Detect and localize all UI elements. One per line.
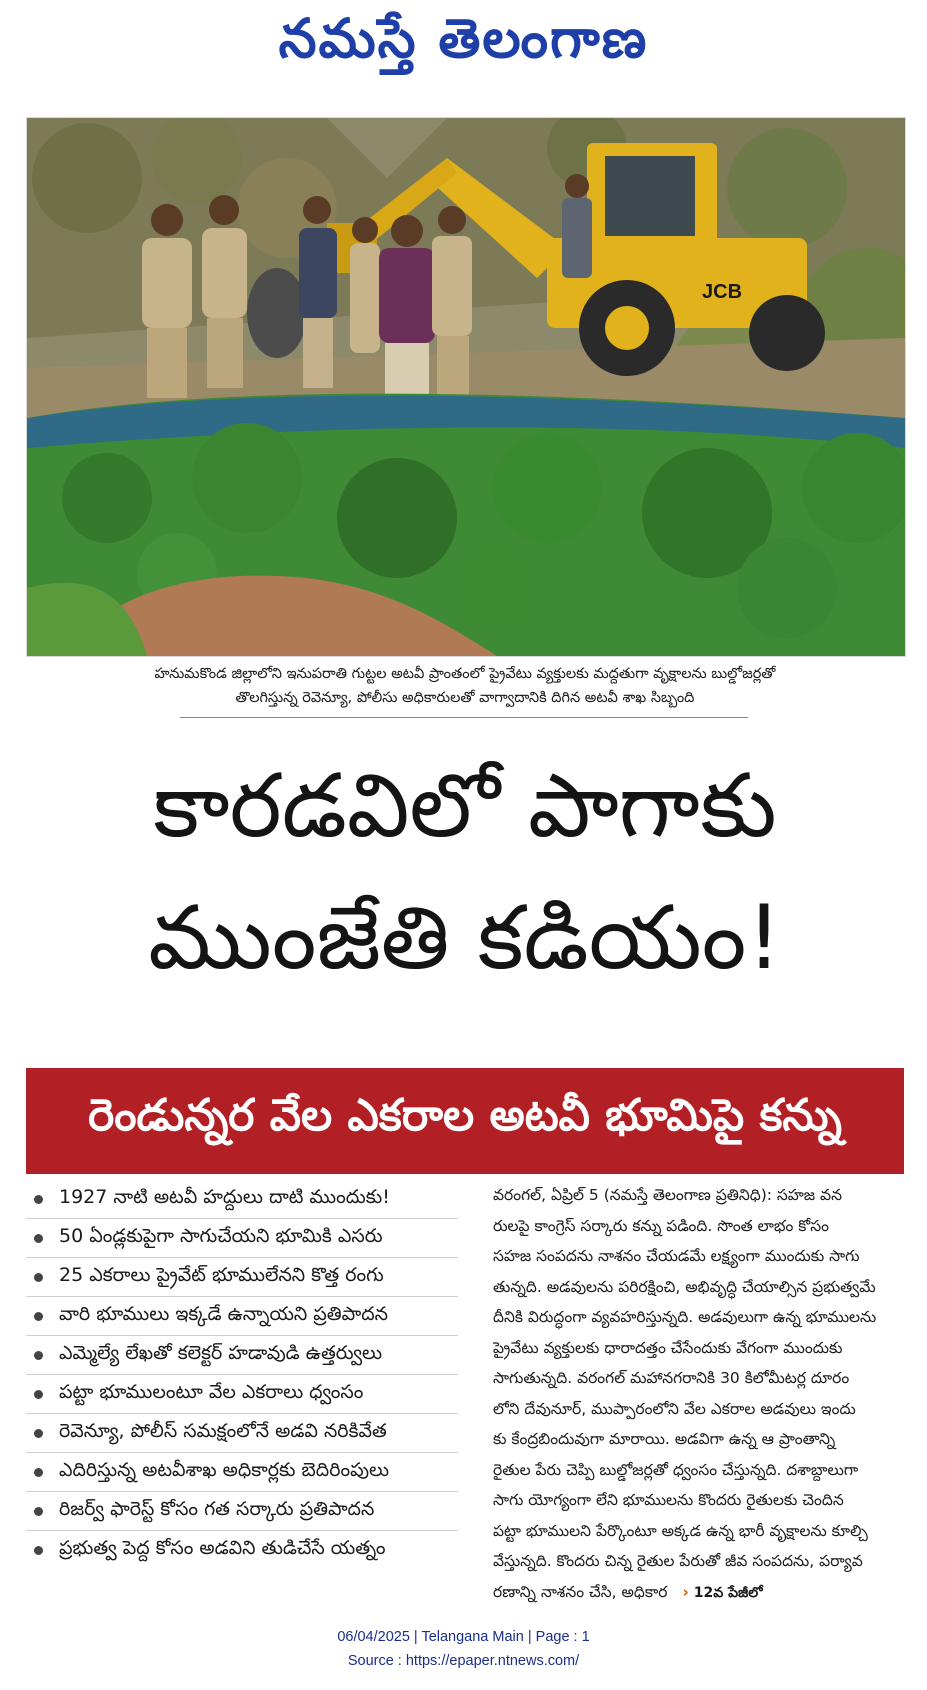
article-line: సాగుతున్నది. వరంగల్ మహానగరానికి 30 కిలోమీటర్ల దూరం	[493, 1369, 850, 1387]
highlights-list	[26, 1180, 458, 1569]
bullet-icon	[34, 1429, 43, 1438]
main-headline	[26, 740, 904, 1004]
newspaper-masthead: నమస్తే తెలంగాణ	[278, 6, 649, 70]
list-item: 25 ఎకరాలు ప్రైవేట్ భూములేనని కొత్త రంగు	[26, 1258, 458, 1297]
list-item: ఎమ్మెల్యే లేఖతో కలెక్టర్ హడావుడి ఉత్తర్వులు	[26, 1336, 458, 1375]
photo-caption	[26, 662, 904, 710]
bullet-icon	[34, 1234, 43, 1243]
article-line: తున్నది. అడవులను పరిరక్షించి, అభివృద్ధి చేయాల్సిన ప్రభుత్వమే	[493, 1277, 876, 1296]
footer-date-edition: 06/04/2025 | Telangana Main | Page : 1	[337, 1629, 590, 1645]
article-body	[493, 1180, 904, 1608]
news-photo-image	[27, 118, 905, 656]
page-footer	[0, 1625, 927, 1673]
headline-line: కారడవిలో పాగాకు	[153, 754, 777, 857]
news-photo	[26, 117, 906, 657]
article-last-line: రణాన్ని నాశనం చేసి, అధికార	[493, 1582, 668, 1601]
bullet-icon	[34, 1546, 43, 1555]
bullet-icon	[34, 1507, 43, 1516]
caption-line: హనుమకొండ జిల్లాలోని ఇనుపరాతి గుట్టల అటవీ ప్రాంతంలో ప్రైవేటు వ్యక్తులకు మద్దతుగా వృక్షాలను బుల్డోజర్లతో	[154, 666, 776, 682]
list-item: పట్టా భూములంటూ వేల ఎకరాలు ధ్వంసం	[26, 1375, 458, 1414]
article-line: దీనికి విరుద్ధంగా వ్యవహరిస్తున్నది. అడవులుగా ఉన్న భూములను	[493, 1308, 877, 1326]
article-line: లోని దేవునూర్, ముప్పారంలోని వేల ఎకరాల అడవులు ఇందు	[493, 1399, 856, 1418]
article-line	[493, 1577, 904, 1609]
article-line: వేస్తున్నది. కొందరు చిన్న రైతుల పేరుతో జీవ సంపదను, పర్యావ	[493, 1552, 863, 1570]
continue-arrow-icon: ›	[682, 1582, 689, 1601]
bullet-icon	[34, 1390, 43, 1399]
subheadline-banner: రెండున్నర వేల ఎకరాల అటవీ భూమిపై కన్ను	[26, 1068, 904, 1174]
caption-divider	[180, 717, 748, 718]
list-item: వారి భూములు ఇక్కడే ఉన్నాయని ప్రతిపాదన	[26, 1297, 458, 1336]
list-item: ప్రభుత్వ పెద్ద కోసం అడవిని తుడిచేసే యత్నం	[26, 1531, 458, 1569]
article-line: సాగు యోగ్యంగా లేని భూములను కొందరు రైతులకు చెందిన	[493, 1491, 844, 1509]
article-line: సహజ సంపదను నాశనం చేయడమే లక్ష్యంగా ముందుకు సాగు	[493, 1247, 860, 1265]
machine-brand-label: JCB	[702, 281, 743, 303]
article-line: కు కేంద్రబిందువుగా మారాయి. అడవిగా ఉన్న ఆ ప్రాంతాన్ని	[493, 1430, 836, 1448]
bullet-icon	[34, 1351, 43, 1360]
continued-on-page-link[interactable]: 12వ పేజీలో	[693, 1584, 763, 1601]
bullet-icon	[34, 1468, 43, 1477]
list-item: ఎదిరిస్తున్న అటవీశాఖ అధికార్లకు బెదిరింపులు	[26, 1453, 458, 1492]
bullet-icon	[34, 1195, 43, 1204]
caption-line: తొలగిస్తున్న రెవెన్యూ, పోలీసు అధికారులతో వాగ్వాదానికి దిగిన అటవీ శాఖ సిబ్బంది	[235, 690, 695, 706]
bullet-icon	[34, 1312, 43, 1321]
bullet-icon	[34, 1273, 43, 1282]
article-line: రైతుల పేరు చెప్పి బుల్డోజర్లతో ధ్వంసం చేస్తున్నది. దశాబ్దాలుగా	[493, 1460, 859, 1479]
headline-line: ముంజేతి కడియం!	[148, 886, 782, 989]
list-item: రిజర్వ్ ఫారెస్ట్ కోసం గత సర్కారు ప్రతిపాదన	[26, 1492, 458, 1531]
footer-source-link[interactable]: Source : https://epaper.ntnews.com/	[347, 1653, 580, 1669]
article-line: రులపై కాంగ్రెస్ సర్కారు కన్ను పడింది. సొంత లాభం కోసం	[493, 1216, 830, 1235]
article-line: వరంగల్, ఏప్రిల్ 5 (నమస్తే తెలంగాణ ప్రతినిధి): సహజ వన	[493, 1186, 842, 1204]
list-item: 1927 నాటి అటవీ హద్దులు దాటి ముందుకు!	[26, 1180, 458, 1219]
list-item: 50 ఏండ్లకుపైగా సాగుచేయని భూమికి ఎసరు	[26, 1219, 458, 1258]
article-line: ప్రైవేటు వ్యక్తులకు ధారాదత్తం చేసేందుకు వేగంగా ముందుకు	[493, 1338, 843, 1357]
article-line: పట్టా భూములని పేర్కొంటూ అక్కడ ఉన్న భారీ వృక్షాలను కూల్చి	[493, 1521, 868, 1540]
list-item: రెవెన్యూ, పోలీస్ సమక్షంలోనే అడవి నరికివేత	[26, 1414, 458, 1453]
